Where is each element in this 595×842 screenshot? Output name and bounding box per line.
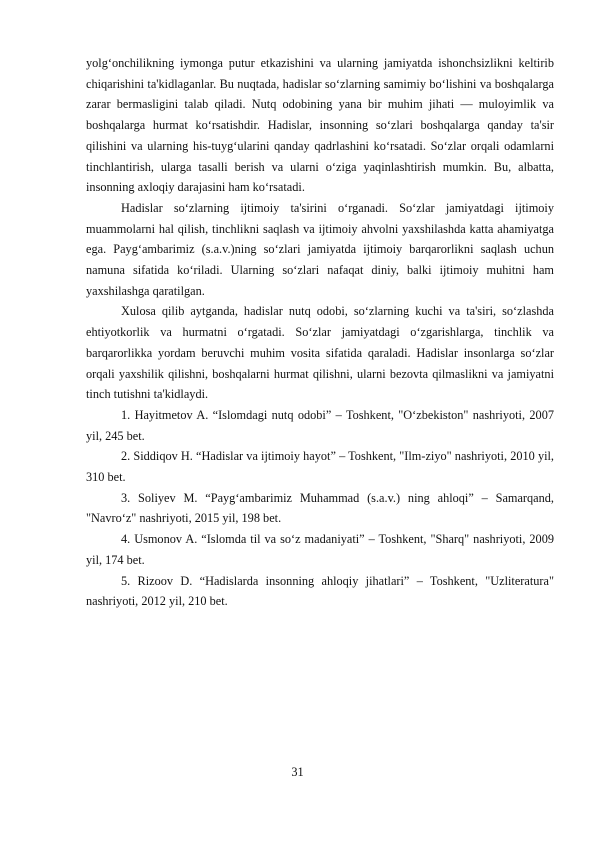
reference-item: 5. Rizoov D. “Hadislarda insonning ahloqiy jihatlari” – Toshkent, "Uzliteratura" nashriyoti, 2012 yil, 210 bet. (86, 573, 554, 609)
reference-item: 4. Usmonov A. “Islomda til va so‘z madaniyati” – Toshkent, "Sharq" nashriyoti, 2009 yil, 174 bet. (86, 532, 554, 567)
page-body (86, 53, 554, 612)
page-number: 31 (291, 765, 304, 779)
reference-item: 1. Hayitmetov A. “Islomdagi nutq odobi” – Toshkent, "O‘zbekiston" nashriyoti, 2007 yil, 245 bet. (86, 407, 554, 443)
paragraph: Xulosa qilib aytganda, hadislar nutq odobi, so‘zlarning kuchi va ta'siri, so‘zlashda ehtiyotkorlik va hurmatni o‘rgatadi. So‘zlar jamiyatdagi o‘zgarishlarga, tinchlik va barqarorlikka yordam beruvchi muhim vosita sifatida qaraladi. Hadislar insonlarga so‘zlar orqali yaxshilik qilishni, boshqalarni hurmat qilishni, ularni bezovta qilmaslikni va jamiyatni tinch tutishni ta'kidlaydi. (86, 304, 554, 402)
reference-item: 3. Soliyev M. “Payg‘ambarimiz Muhammad (s.a.v.) ning ahloqi” – Samarqand, "Navro‘z" nashriyoti, 2015 yil, 198 bet. (86, 490, 554, 526)
paragraph: Hadislar so‘zlarning ijtimoiy ta'sirini o‘rganadi. So‘zlar jamiyatdagi ijtimoiy muammolarni hal qilish, tinchlikni saqlash va ijtimoiy ahvolni yaxshilashda katta ahamiyatga ega. Payg‘ambarimiz (s.a.v.)ning so‘zlari jamiyatda ijtimoiy barqarorlikni saqlash uchun namuna sifatida ko‘riladi. Ularning so‘zlari nafaqat diniy, balki ijtimoiy muhitni ham yaxshilashga qaratilgan. (86, 200, 554, 298)
paragraph: yolg‘onchilikning iymonga putur etkazishini va ularning jamiyatda ishonchsizlikni keltirib chiqarishini ta'kidlaganlar. Bu nuqtada, hadislar so‘zlarning samimiy bo‘lishini va boshqalarga zarar bermasligini talab qiladi. Nutq odobining yana bir muhim jihati — muloyimlik va boshqalarga hurmat ko‘rsatishdir. Hadislar, insonning so‘zlari boshqalarga qanday ta'sir qilishini va ularning his-tuyg‘ularini qanday qadrlashini ko‘rsatadi. So‘zlar orqali odamlarni tinchlantirish, ularga tasalli berish va ularni o‘ziga yaqinlashtirish mumkin. Bu, albatta, insonning axloqiy darajasini ham ko‘rsatadi. (86, 56, 554, 195)
reference-item: 2. Siddiqov H. “Hadislar va ijtimoiy hayot” – Toshkent, "Ilm-ziyo" nashriyoti, 2010 yil, 310 bet. (86, 449, 554, 485)
